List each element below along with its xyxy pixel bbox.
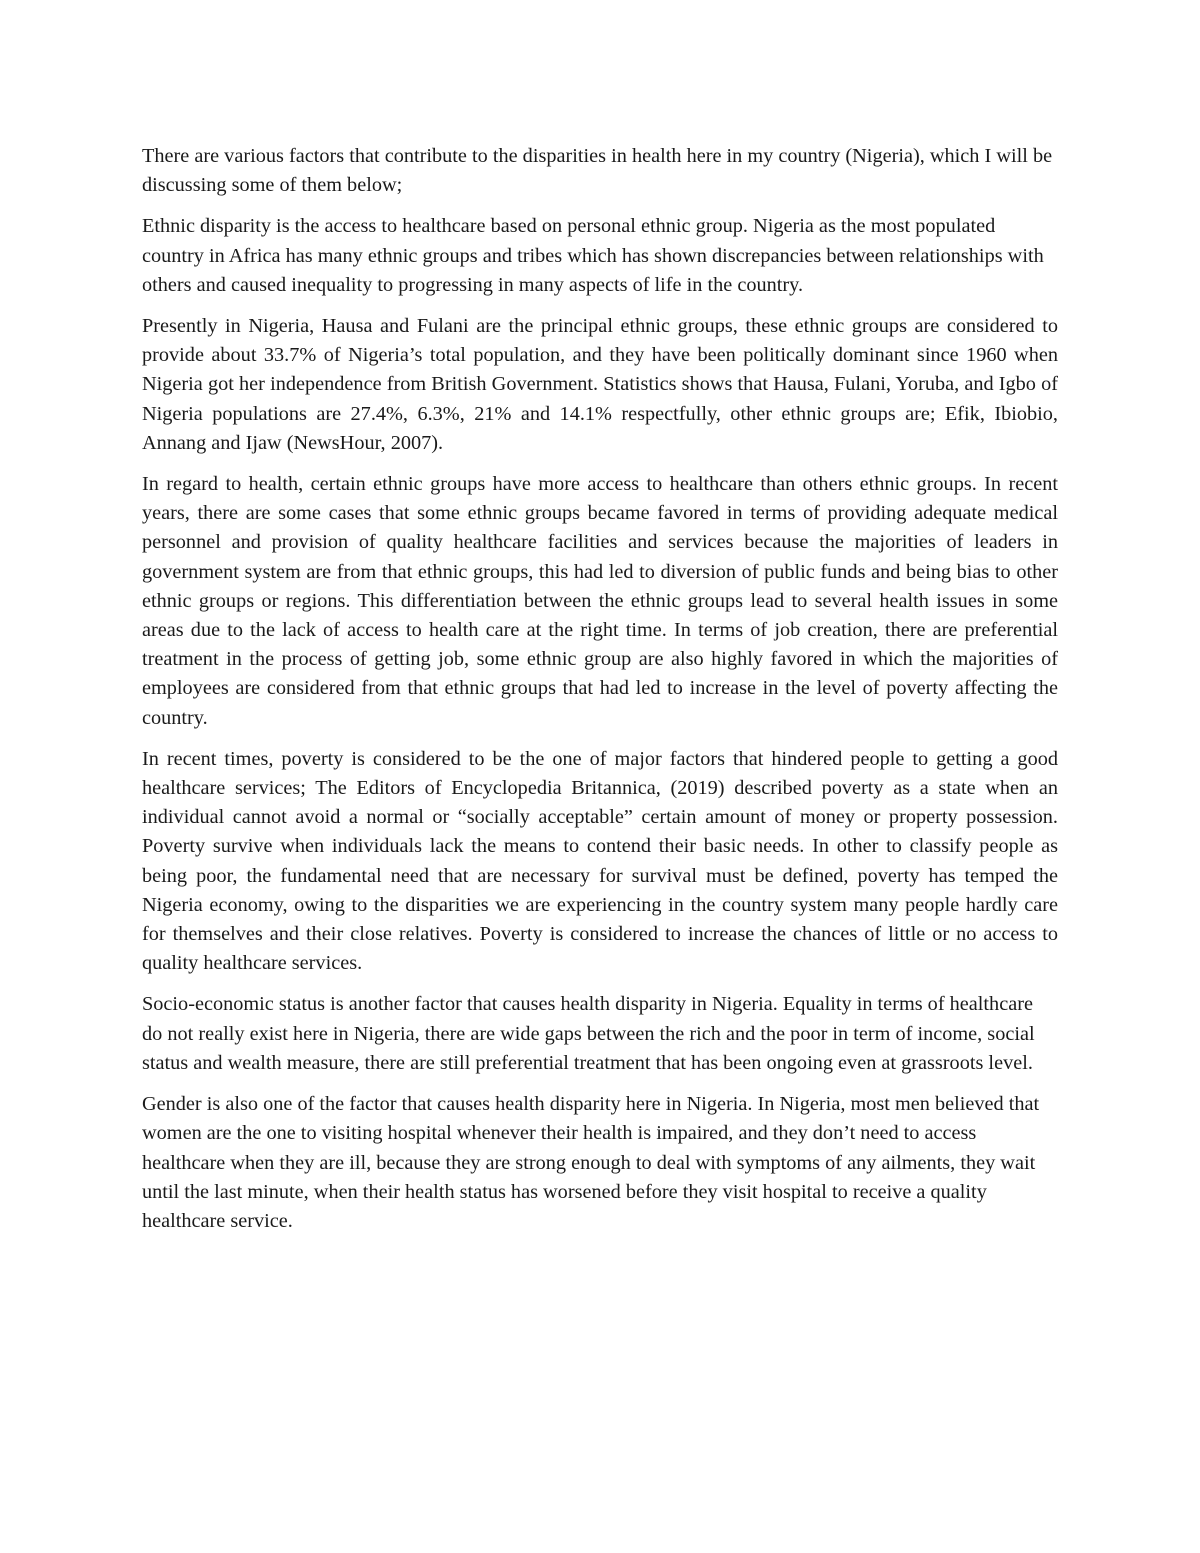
paragraph-poverty: In recent times, poverty is considered to be the one of major factors that hindered people to getting a good healthcare services; The Editors of Encyclopedia Britannica, (2019) described poverty as a state when an individual cannot avoid a normal or “socially acceptable” certain amount of money or property possession. Poverty survive when individuals lack the means to contend their basic needs. In other to classify people as being poor, the fundamental need that are necessary for survival must be defined, poverty has temped the Nigeria economy, owing to the disparities we are experiencing in the country system many people hardly care for themselves and their close relatives. Poverty is considered to increase the chances of little or no access to quality healthcare services. <box>142 747 1058 975</box>
document-body <box>142 142 1058 1248</box>
paragraph-ethnic-groups: Presently in Nigeria, Hausa and Fulani are the principal ethnic groups, these ethnic groups are considered to provide about 33.7% of Nigeria’s total population, and they have been politically dominant since 1960 when Nigeria got her independence from British Government. Statistics shows that Hausa, Fulani, Yoruba, and Igbo of Nigeria populations are 27.4%, 6.3%, 21% and 14.1% respectfully, other ethnic groups are; Efik, Ibiobio, Annang and Ijaw (NewsHour, 2007). <box>142 315 1058 454</box>
paragraph-socio-economic: Socio-economic status is another factor that causes health disparity in Nigeria. Equality in terms of healthcare do not really exist here in Nigeria, there are wide gaps between the rich and the poor in term of income, social status and wealth measure, there are still preferential treatment that has been ongoing even at grassroots level. <box>142 993 1035 1074</box>
paragraph-health-access: In regard to health, certain ethnic groups have more access to healthcare than others ethnic groups. In recent years, there are some cases that some ethnic groups became favored in terms of providing adequate medical personnel and provision of quality healthcare facilities and services because the majorities of leaders in government system are from that ethnic groups, this had led to diversion of public funds and being bias to other ethnic groups or regions. This differentiation between the ethnic groups lead to several health issues in some areas due to the lack of access to health care at the right time. In terms of job creation, there are preferential treatment in the process of getting job, some ethnic group are also highly favored in which the majorities of employees are considered from that ethnic groups that had led to increase in the level of poverty affecting the country. <box>142 473 1058 729</box>
paragraph-intro: There are various factors that contribute to the disparities in health here in my country (Nigeria), which I will be discussing some of them below; <box>142 145 1053 197</box>
paragraph-gender: Gender is also one of the factor that causes health disparity here in Nigeria. In Nigeria, most men believed that women are the one to visiting hospital whenever their health is impaired, and they don’t need to access healthcare when they are ill, because they are strong enough to deal with symptoms of any ailments, they wait until the last minute, when their health status has worsened before they visit hospital to receive a quality healthcare service. <box>142 1093 1040 1232</box>
paragraph-ethnic-disparity: Ethnic disparity is the access to healthcare based on personal ethnic group. Nigeria as the most populated country in Africa has many ethnic groups and tribes which has shown discrepancies between relationships with others and caused inequality to progressing in many aspects of life in the country. <box>142 215 1044 296</box>
